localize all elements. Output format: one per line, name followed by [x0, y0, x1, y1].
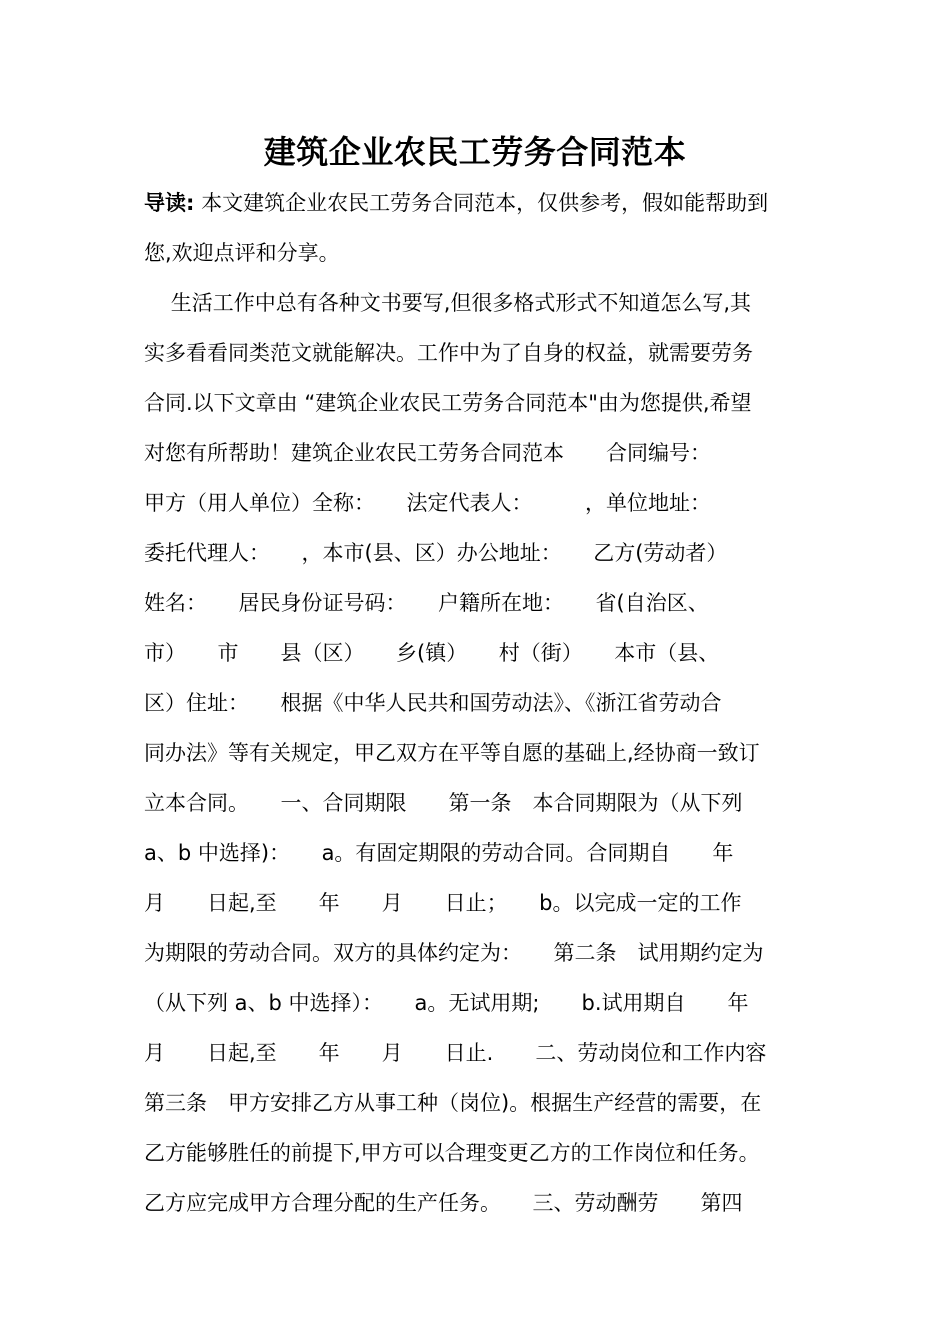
body-line: 实多看看同类范文就能解决。工作中为了自身的权益，就需要劳务 — [144, 341, 753, 365]
body-line: 乙方能够胜任的前提下,甲方可以合理变更乙方的工作岗位和任务。 — [144, 1141, 760, 1165]
lead-label: 导读: — [144, 191, 195, 215]
body-line: 月 日起,至 年 月 日止； b。以完成一定的工作 — [144, 891, 742, 915]
lead-text: 本文建筑企业农民工劳务合同范本，仅供参考，假如能帮助到 — [194, 191, 769, 215]
lead-paragraph-line — [144, 178, 808, 228]
body-line: 区）住址： 根据《中华人民共和国劳动法》、《浙江省劳动合 — [144, 691, 722, 715]
document-body — [144, 178, 808, 1228]
body-line: 委托代理人： ，本市(县、区）办公地址： 乙方(劳动者） — [144, 541, 728, 565]
body-line: 甲方（用人单位）全称： 法定代表人： ，单位地址： — [144, 491, 711, 515]
body-line: 为期限的劳动合同。双方的具体约定为： 第二条 试用期约定为 — [144, 941, 764, 965]
body-line: 立本合同。 一、合同期限 第一条 本合同期限为（从下列 — [144, 791, 743, 815]
body-line: 您,欢迎点评和分享。 — [144, 241, 340, 265]
body-line: a、b 中选择)： a。有固定期限的劳动合同。合同期自 年 — [144, 841, 734, 865]
body-line: 同办法》等有关规定，甲乙双方在平等自愿的基础上,经协商一致订 — [144, 741, 760, 765]
body-line: 月 日起,至 年 月 日止. 二、劳动岗位和工作内容 — [144, 1041, 767, 1065]
body-line: 姓名： 居民身份证号码： 户籍所在地： 省(自治区、 — [144, 591, 709, 615]
body-line: 合同.以下文章由 “建筑企业农民工劳务合同范本"由为您提供,希望 — [144, 391, 752, 415]
body-line: 市） 市 县（区） 乡(镇） 村（街） 本市（县、 — [144, 641, 720, 665]
body-line: 乙方应完成甲方合理分配的生产任务。 三、劳动酬劳 第四 — [144, 1191, 743, 1215]
body-line: 生活工作中总有各种文书要写,但很多格式形式不知道怎么写,其 — [144, 291, 752, 315]
document-title: 建筑企业农民工劳务合同范本 — [263, 133, 687, 171]
body-line: （从下列 a、b 中选择）： a。无试用期; b.试用期自 年 — [144, 991, 749, 1015]
body-line: 第三条 甲方安排乙方从事工种（岗位)。根据生产经营的需要，在 — [144, 1091, 762, 1115]
body-line: 对您有所帮助！建筑企业农民工劳务合同范本 合同编号： — [144, 441, 711, 465]
